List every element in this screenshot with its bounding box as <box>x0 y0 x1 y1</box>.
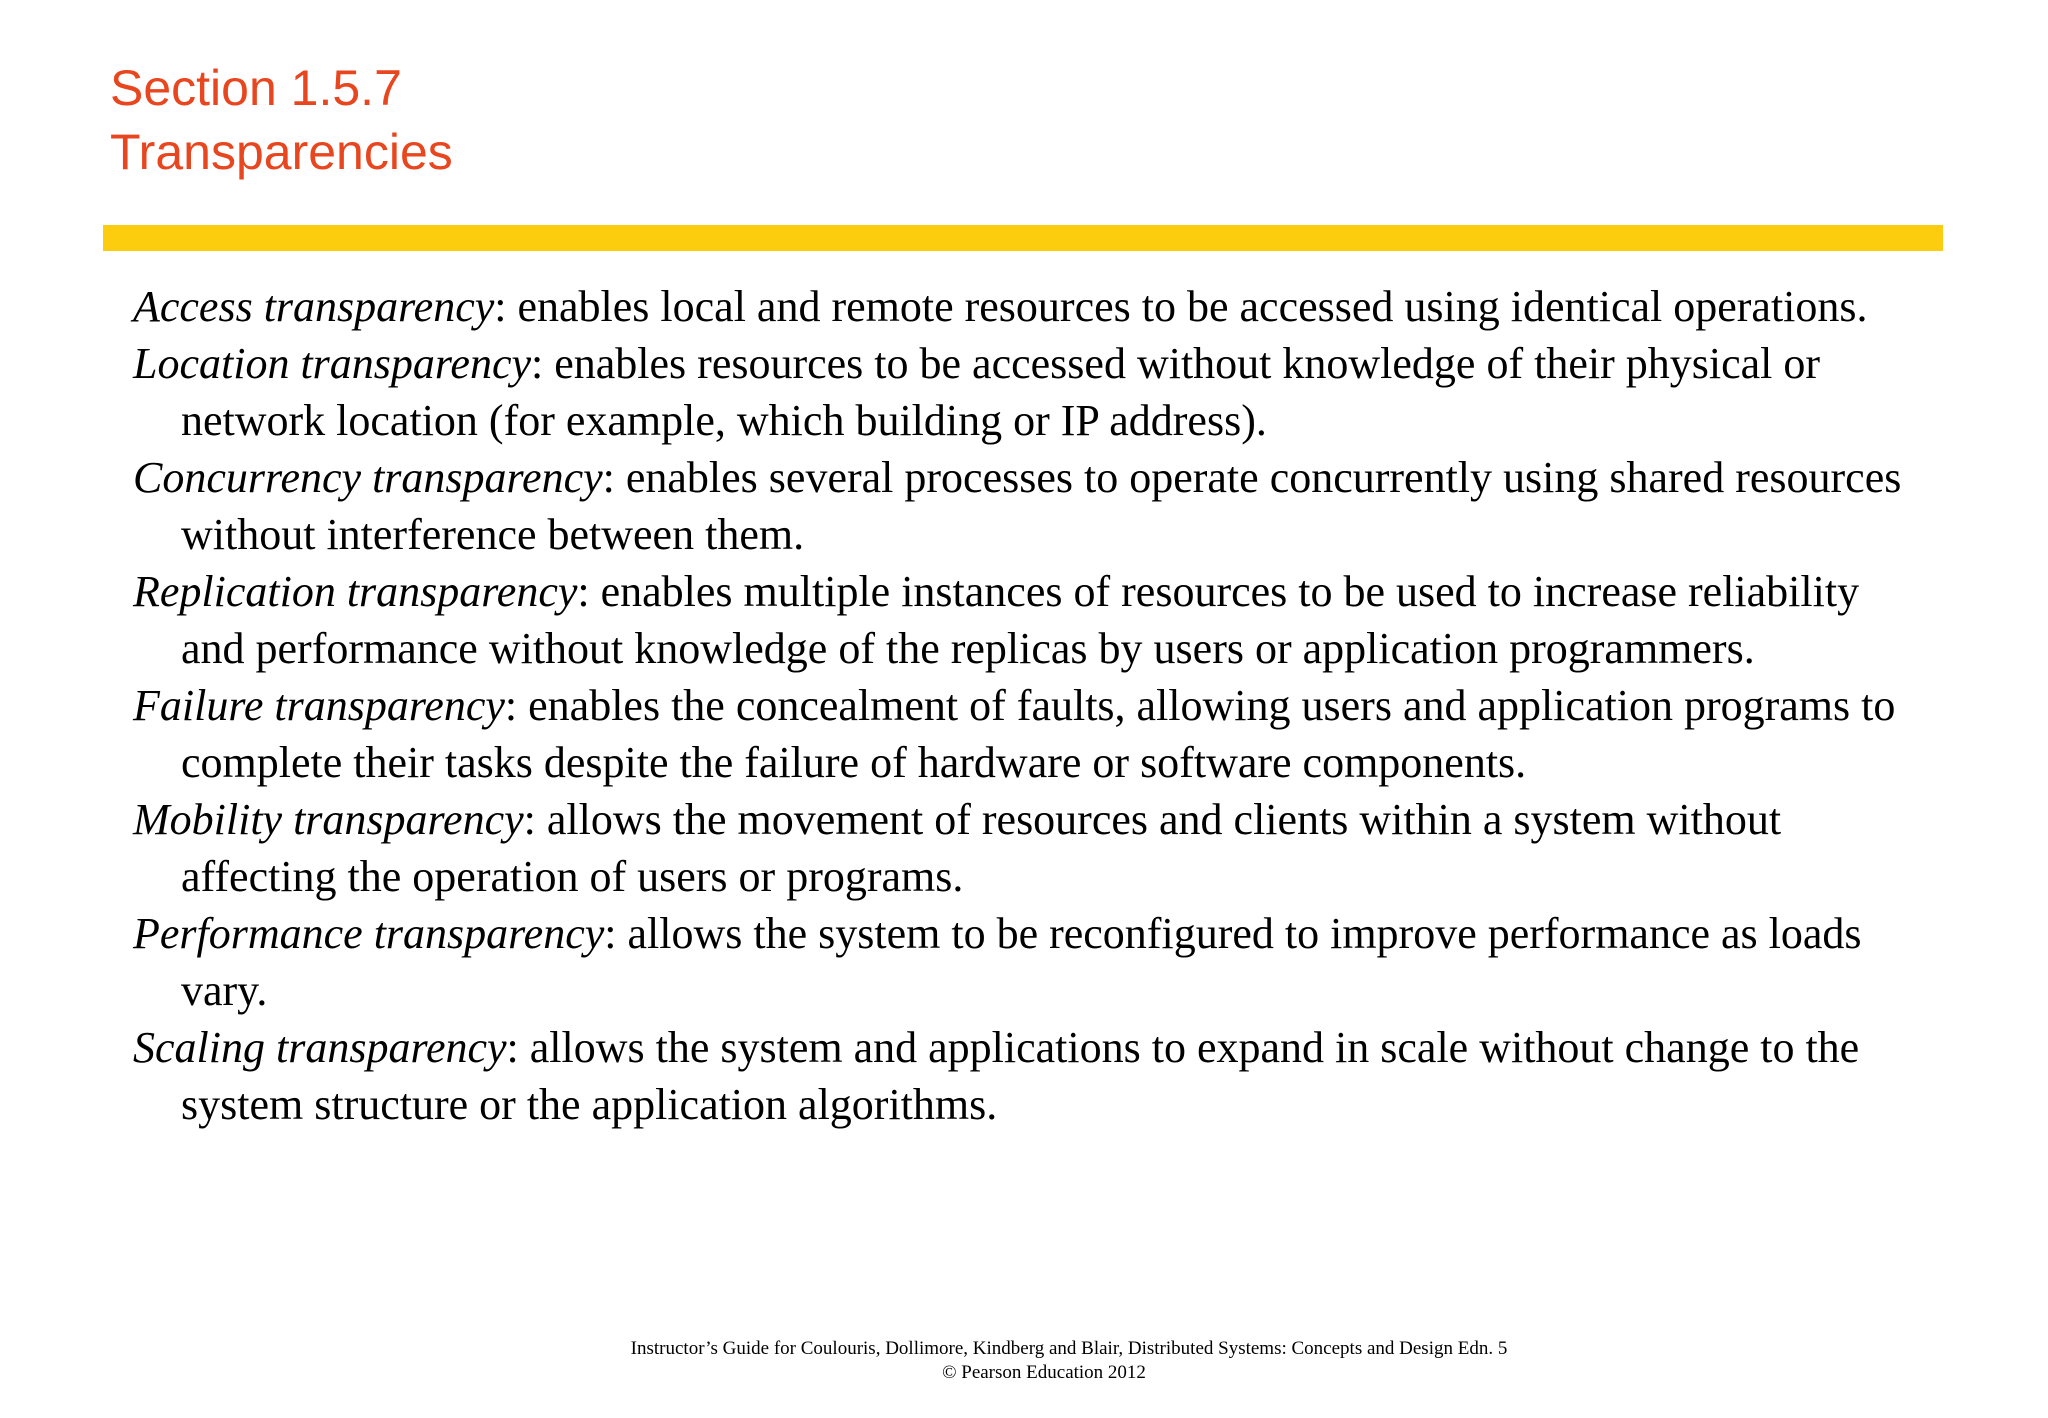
definition-mobility: : allows the movement of resources and clients within a system without affecting the operation of users or programs. <box>181 795 1782 901</box>
definition-failure: : enables the concealment of faults, allowing users and application programs to complete their tasks despite the failure of hardware or software components. <box>181 681 1896 787</box>
list-item-location <box>133 335 1923 449</box>
page-title: Transparencies <box>110 124 453 180</box>
list-item-access <box>133 278 1923 335</box>
definition-location: : enables resources to be accessed without knowledge of their physical or network location (for example, which building or IP address). <box>181 339 1821 445</box>
transparency-list <box>133 278 1923 1133</box>
definition-concurrency: : enables several processes to operate concurrently using shared resources without interference between them. <box>181 453 1902 559</box>
definition-performance: : allows the system to be reconfigured to improve performance as loads vary. <box>181 909 1862 1015</box>
slide-footer <box>0 1337 2048 1385</box>
definition-scaling: : allows the system and applications to expand in scale without change to the system structure or the application algorithms. <box>181 1023 1860 1129</box>
definition-access: : enables local and remote resources to be accessed using identical operations. <box>494 282 1868 331</box>
footer-citation: Instructor’s Guide for Coulouris, Dollimore, Kindberg and Blair, Distributed Systems: Concepts and Design Edn. 5 <box>630 1338 1508 1359</box>
accent-bar-divider <box>103 225 1943 251</box>
list-item-failure <box>133 677 1923 791</box>
term-replication: Replication transparency <box>133 567 578 616</box>
list-item-mobility <box>133 791 1923 905</box>
term-performance: Performance transparency <box>133 909 605 958</box>
term-scaling: Scaling transparency <box>133 1023 507 1072</box>
term-failure: Failure transparency <box>133 681 505 730</box>
list-item-performance <box>133 905 1923 1019</box>
list-item-concurrency <box>133 449 1923 563</box>
term-access: Access transparency <box>133 282 495 331</box>
slide-header <box>110 56 453 184</box>
section-number: Section 1.5.7 <box>110 60 402 116</box>
term-location: Location transparency <box>133 339 531 388</box>
definition-replication: : enables multiple instances of resources to be used to increase reliability and performance without knowledge of the replicas by users or application programmers. <box>181 567 1860 673</box>
list-item-replication <box>133 563 1923 677</box>
list-item-scaling <box>133 1019 1923 1133</box>
term-concurrency: Concurrency transparency <box>133 453 603 502</box>
footer-copyright: © Pearson Education 2012 <box>942 1362 1146 1383</box>
term-mobility: Mobility transparency <box>133 795 524 844</box>
